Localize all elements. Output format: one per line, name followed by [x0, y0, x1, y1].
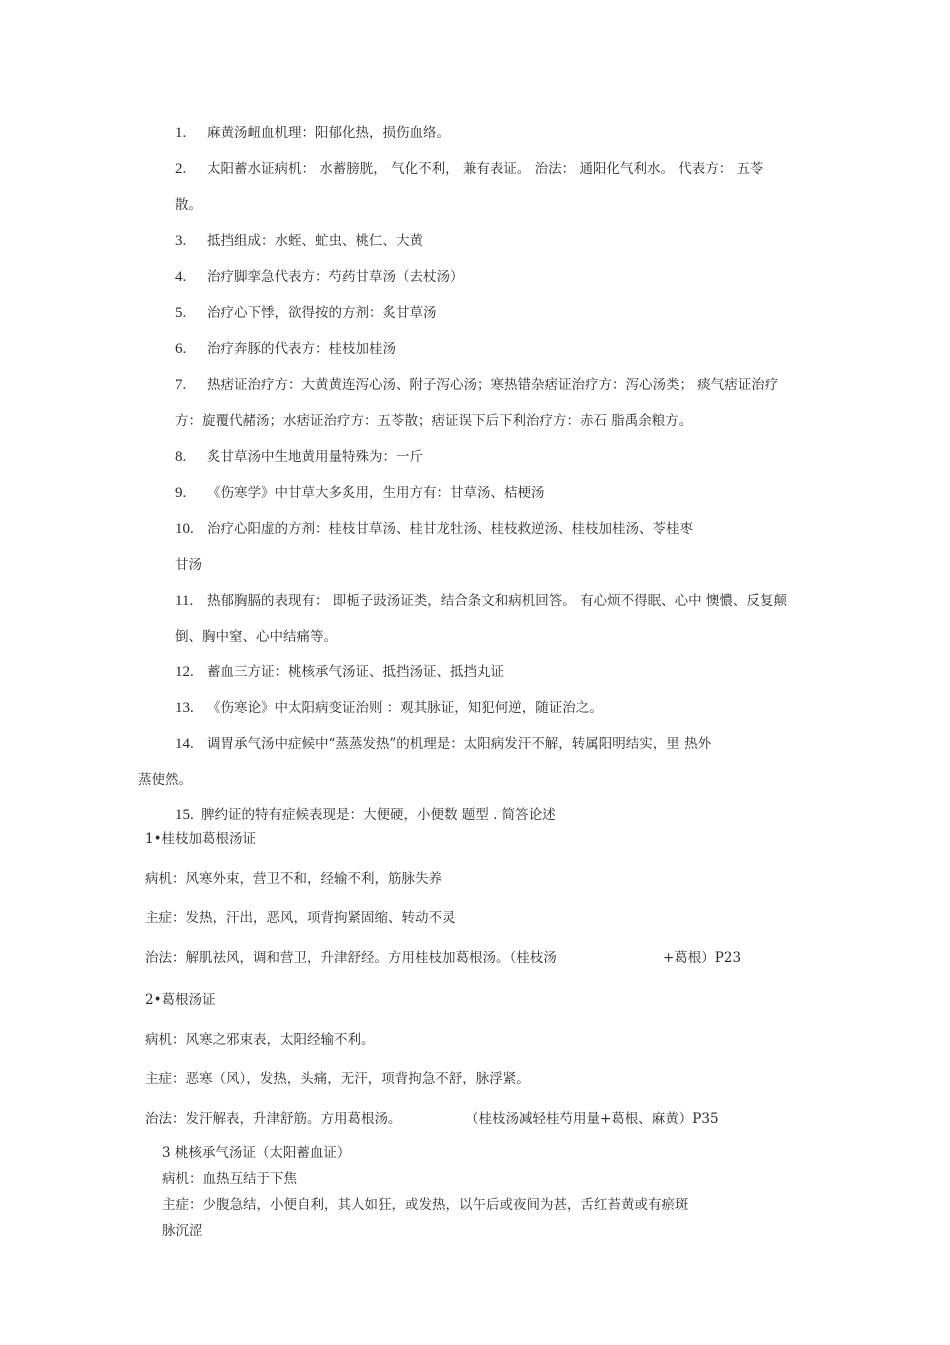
list-item-9	[175, 484, 545, 502]
item-text: 蓄血三方证：桃核承气汤证、抵挡汤证、抵挡丸证	[207, 664, 504, 680]
item-number: 5.	[175, 305, 187, 321]
item-number: 12.	[175, 664, 194, 680]
section-1-title: 1•桂枝加葛根汤证	[145, 831, 257, 847]
item-number: 8.	[175, 449, 187, 465]
item-number: 7.	[175, 377, 187, 393]
item-text: 麻黄汤衄血机理：阳郁化热，损伤血络。	[207, 125, 450, 141]
item-text: 《伤寒学》中甘草大多炙用，生用方有：甘草汤、桔梗汤	[207, 485, 545, 501]
section-1-treatment: 治法：解肌祛风，调和营卫，升津舒经。方用桂枝加葛根汤。（桂枝汤	[145, 950, 557, 966]
section-3-symptoms: 主症：少腹急结，小便自利，其人如狂，或发热，以午后或夜间为甚，舌红苔黄或有瘀斑	[162, 1197, 689, 1213]
section-1-formula-note: +葛根）P23	[663, 950, 742, 966]
section-2-treatment: 治法：发汗解表，升津舒筋。方用葛根汤。	[145, 1111, 402, 1127]
list-item-6	[175, 340, 396, 358]
section-2-pathogenesis: 病机：风寒之邪束表，太阳经输不利。	[145, 1032, 375, 1048]
item-number: 3.	[175, 233, 187, 249]
list-item-7	[175, 376, 778, 394]
item-text: 治疗心阳虚的方剂：桂枝甘草汤、桂甘龙牡汤、桂枝救逆汤、桂枝加桂汤、苓桂枣	[207, 521, 693, 537]
list-item-11	[175, 592, 787, 610]
item-text: 脾约证的特有症候表现是：大便硬，小便数 题型 . 简答论述	[201, 807, 556, 823]
section-1-pathogenesis: 病机：风寒外束，营卫不和，经输不利，筋脉失养	[145, 871, 442, 887]
list-item-14-continuation: 蒸使然。	[138, 772, 192, 788]
list-item-1	[175, 124, 450, 142]
item-text: 炙甘草汤中生地黄用量特殊为：一斤	[207, 449, 423, 465]
item-text: 调胃承气汤中症候中“蒸蒸发热”的机理是：太阳病发汗不解，转属阳明结实，里 热外	[207, 736, 712, 752]
item-number: 1.	[175, 125, 187, 141]
item-number: 11.	[175, 593, 194, 609]
list-item-14	[175, 735, 711, 753]
section-2-title: 2•葛根汤证	[145, 992, 216, 1008]
section-2-symptoms: 主症：恶寒（风），发热，头痛，无汗，项背拘急不舒，脉浮紧。	[145, 1071, 530, 1087]
list-item-2	[175, 160, 764, 178]
item-number: 9.	[175, 485, 187, 501]
item-number: 4.	[175, 269, 187, 285]
list-item-7-continuation: 方：旋覆代赭汤；水痞证治疗方：五苓散；痞证误下后下利治疗方：赤石 脂禹余粮方。	[175, 413, 693, 429]
list-item-10-continuation: 甘汤	[175, 557, 202, 573]
list-item-15	[175, 806, 556, 824]
list-item-3	[175, 232, 423, 250]
item-number: 15.	[175, 807, 194, 823]
list-item-13	[175, 699, 603, 717]
section-1-symptoms: 主症：发热，汗出，恶风，项背拘紧固缩、转动不灵	[145, 910, 456, 926]
section-3-title: 3 桃核承气汤证（太阳蓄血证）	[162, 1145, 351, 1161]
list-item-10	[175, 520, 693, 538]
list-item-11-continuation: 倒、胸中窒、心中结痛等。	[175, 629, 337, 645]
section-2-formula-note: （桂枝汤减轻桂芍用量+葛根、麻黄）P35	[465, 1111, 719, 1127]
item-text: 治疗心下悸，欲得按的方剂：炙甘草汤	[207, 305, 437, 321]
list-item-4	[175, 268, 464, 286]
item-number: 2.	[175, 161, 187, 177]
item-text: 热痞证治疗方：大黄黄连泻心汤、附子泻心汤；寒热错杂痞证治疗方：泻心汤类； 痰气痞证治疗	[207, 377, 779, 393]
item-number: 6.	[175, 341, 187, 357]
item-text: 热郁胸膈的表现有： 即栀子豉汤证类，结合条文和病机回答。 有心烦不得眠、心中 懊憹、反复颠	[207, 593, 787, 609]
item-number: 10.	[175, 521, 194, 537]
item-text: 抵挡组成：水蛭、虻虫、桃仁、大黄	[207, 233, 423, 249]
item-number: 13.	[175, 700, 194, 716]
item-number: 14.	[175, 736, 194, 752]
item-text: 《伤寒论》中太阳病变证治则 ：观其脉证，知犯何逆，随证治之。	[207, 700, 603, 716]
item-text: 治疗脚挛急代表方：芍药甘草汤（去杖汤）	[207, 269, 464, 285]
section-3-pulse: 脉沉涩	[162, 1223, 203, 1239]
list-item-5	[175, 304, 437, 322]
list-item-12	[175, 663, 504, 681]
section-3-pathogenesis: 病机：血热互结于下焦	[162, 1171, 297, 1187]
item-text: 治疗奔豚的代表方：桂枝加桂汤	[207, 341, 396, 357]
item-text: 太阳蓄水证病机： 水蓄膀胱， 气化不利， 兼有表证。 治法： 通阳化气利水。 代表方： 五苓	[207, 161, 764, 177]
list-item-8	[175, 448, 423, 466]
list-item-2-continuation: 散。	[175, 197, 202, 213]
